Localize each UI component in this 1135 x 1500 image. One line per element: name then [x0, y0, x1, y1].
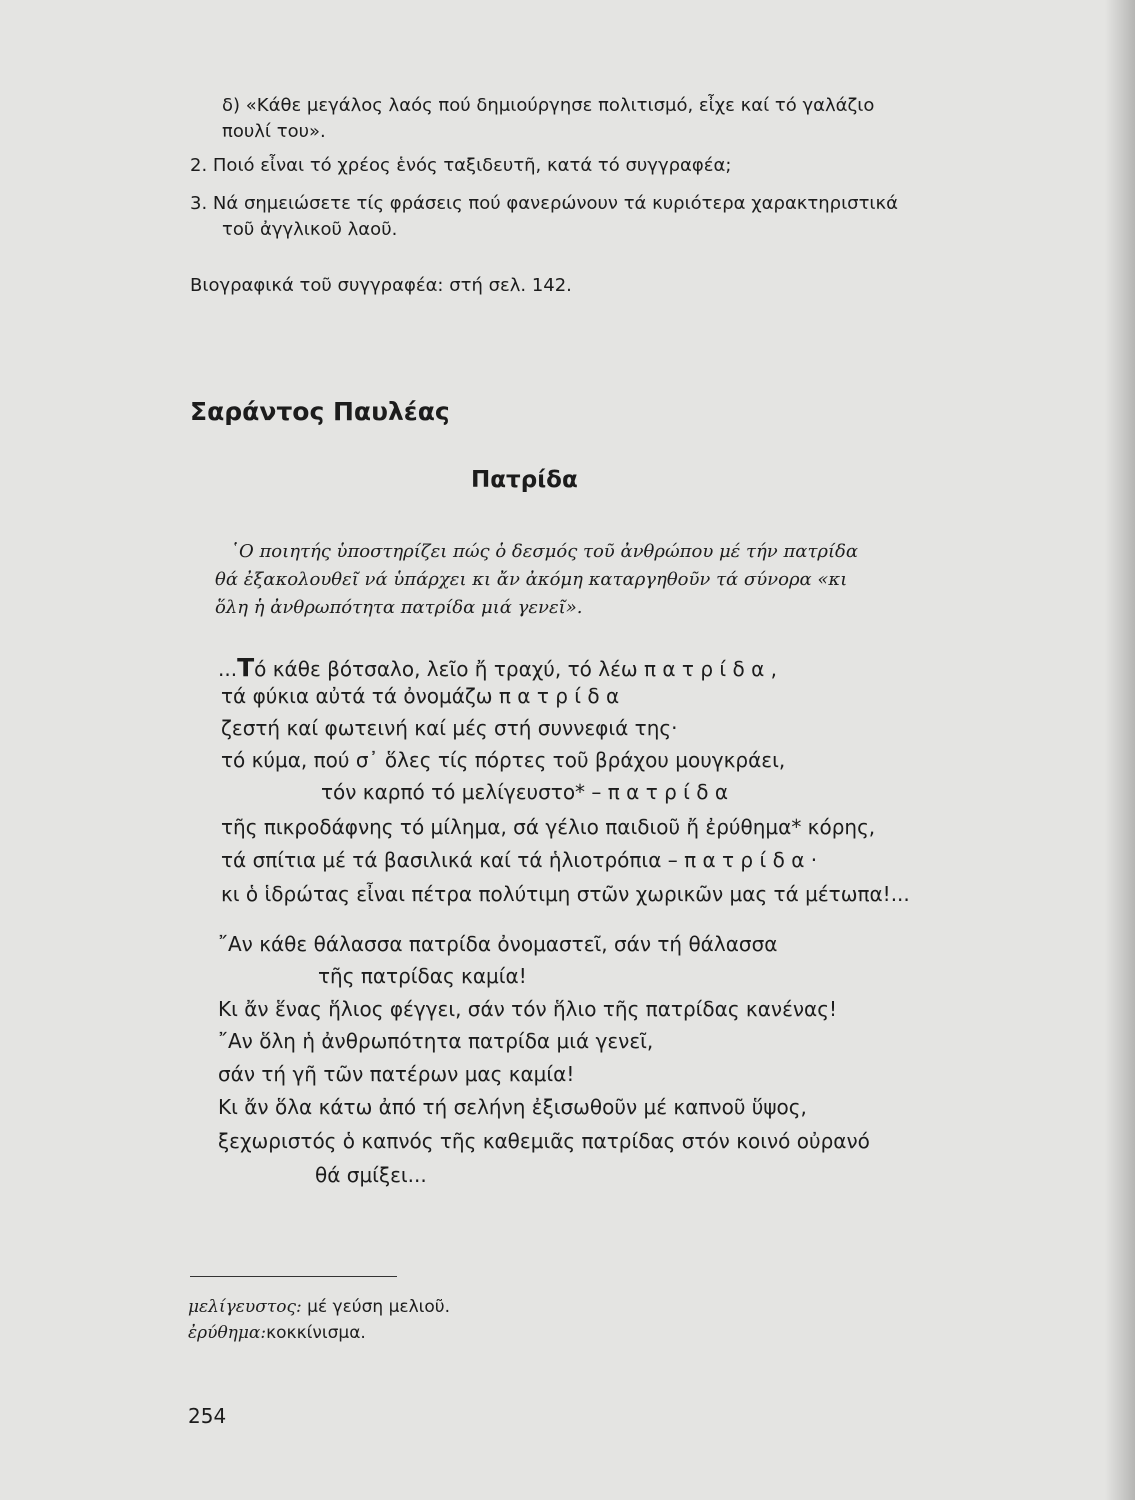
poem-title: Πατρίδα [471, 467, 578, 493]
footnote-2 [188, 1323, 366, 1343]
poem-line-13: σάν τή γῆ τῶν πατέρων μας καμία! [218, 1062, 575, 1086]
biography-reference: Βιογραφικά τοῦ συγγραφέα: στή σελ. 142. [190, 275, 572, 296]
footnote-2-term: ἐρύθημα: [188, 1323, 267, 1343]
poem-ellipsis: ... [218, 657, 238, 681]
page-edge [1105, 0, 1135, 1500]
intro-line-2: θά ἐξακολουθεῖ νά ὑπάρχει κι ἄν ἀκόμη καταργηθοῦν τά σύνορα «κι [215, 569, 848, 590]
poem-line-16: θά σμίξει... [315, 1163, 427, 1187]
poem-line-10: τῆς πατρίδας καμία! [318, 964, 527, 988]
poem-line-12: ῎Αν ὅλη ἡ ἀνθρωπότητα πατρίδα μιά γενεῖ, [218, 1029, 654, 1053]
poem-line-4: τό κύμα, πού σ᾽ ὅλες τίς πόρτες τοῦ βράχου μουγκράει, [221, 748, 786, 772]
poem-line-8: κι ὁ ἱδρώτας εἶναι πέτρα πολύτιμη στῶν χωρικῶν μας τά μέτωπα!... [221, 882, 910, 906]
footnote-1 [188, 1297, 450, 1317]
question-3-line2: τοῦ ἀγγλικοῦ λαοῦ. [222, 219, 398, 240]
poem-line-1 [218, 653, 777, 682]
poem-line-5: τόν καρπό τό μελίγευστο* – π α τ ρ ί δ α [321, 780, 729, 804]
page-number: 254 [188, 1404, 227, 1428]
poem-line-11: Κι ἄν ἕνας ἥλιος φέγγει, σάν τόν ἥλιο τῆς πατρίδας κανένας! [218, 997, 837, 1021]
poem-line-15: ξεχωριστός ὁ καπνός τῆς καθεμιᾶς πατρίδας στόν κοινό οὐρανό [218, 1129, 870, 1153]
question-2: 2. Ποιό εἶναι τό χρέος ἑνός ταξιδευτῆ, κατά τό συγγραφέα; [190, 155, 732, 176]
footnote-divider [190, 1276, 397, 1277]
poem-line-1-text: ό κάθε βότσαλο, λεῖο ἤ τραχύ, τό λέω π α τ ρ ί δ α , [254, 657, 777, 681]
footnote-1-definition: μέ γεύση μελιοῦ. [301, 1297, 451, 1317]
poem-line-2: τά φύκια αὐτά τά ὀνομάζω π α τ ρ ί δ α [221, 684, 620, 708]
poem-line-9: ῎Αν κάθε θάλασσα πατρίδα ὀνομαστεῖ, σάν τή θάλασσα [218, 932, 778, 956]
poem-drop-cap: Τ [237, 653, 255, 682]
poem-line-3: ζεστή καί φωτεινή καί μές στή συννεφιά της· [221, 716, 678, 740]
author-name: Σαράντος Παυλέας [190, 397, 450, 426]
question-d-line1: δ) «Κάθε μεγάλος λαός πού δημιούργησε πολιτισμό, εἶχε καί τό γαλάζιο [222, 95, 875, 116]
footnote-2-definition: κοκκίνισμα. [266, 1323, 366, 1343]
question-d-line2: πουλί του». [222, 121, 326, 142]
intro-line-3: ὅλη ἡ ἀνθρωπότητα πατρίδα μιά γενεῖ». [215, 597, 583, 618]
poem-line-6: τῆς πικροδάφνης τό μίλημα, σά γέλιο παιδιοῦ ἤ ἐρύθημα* κόρης, [221, 815, 876, 839]
footnote-1-term: μελίγευστος: [188, 1297, 302, 1317]
poem-line-14: Κι ἄν ὅλα κάτω ἀπό τή σελήνη ἐξισωθοῦν μέ καπνοῦ ὕψος, [218, 1095, 807, 1119]
poem-line-7: τά σπίτια μέ τά βασιλικά καί τά ἡλιοτρόπια – π α τ ρ ί δ α · [221, 848, 818, 872]
question-3-line1: 3. Νά σημειώσετε τίς φράσεις πού φανερώνουν τά κυριότερα χαρακτηριστικά [190, 193, 898, 214]
intro-line-1: ῾Ο ποιητής ὑποστηρίζει πώς ὁ δεσμός τοῦ ἀνθρώπου μέ τήν πατρίδα [230, 541, 859, 562]
